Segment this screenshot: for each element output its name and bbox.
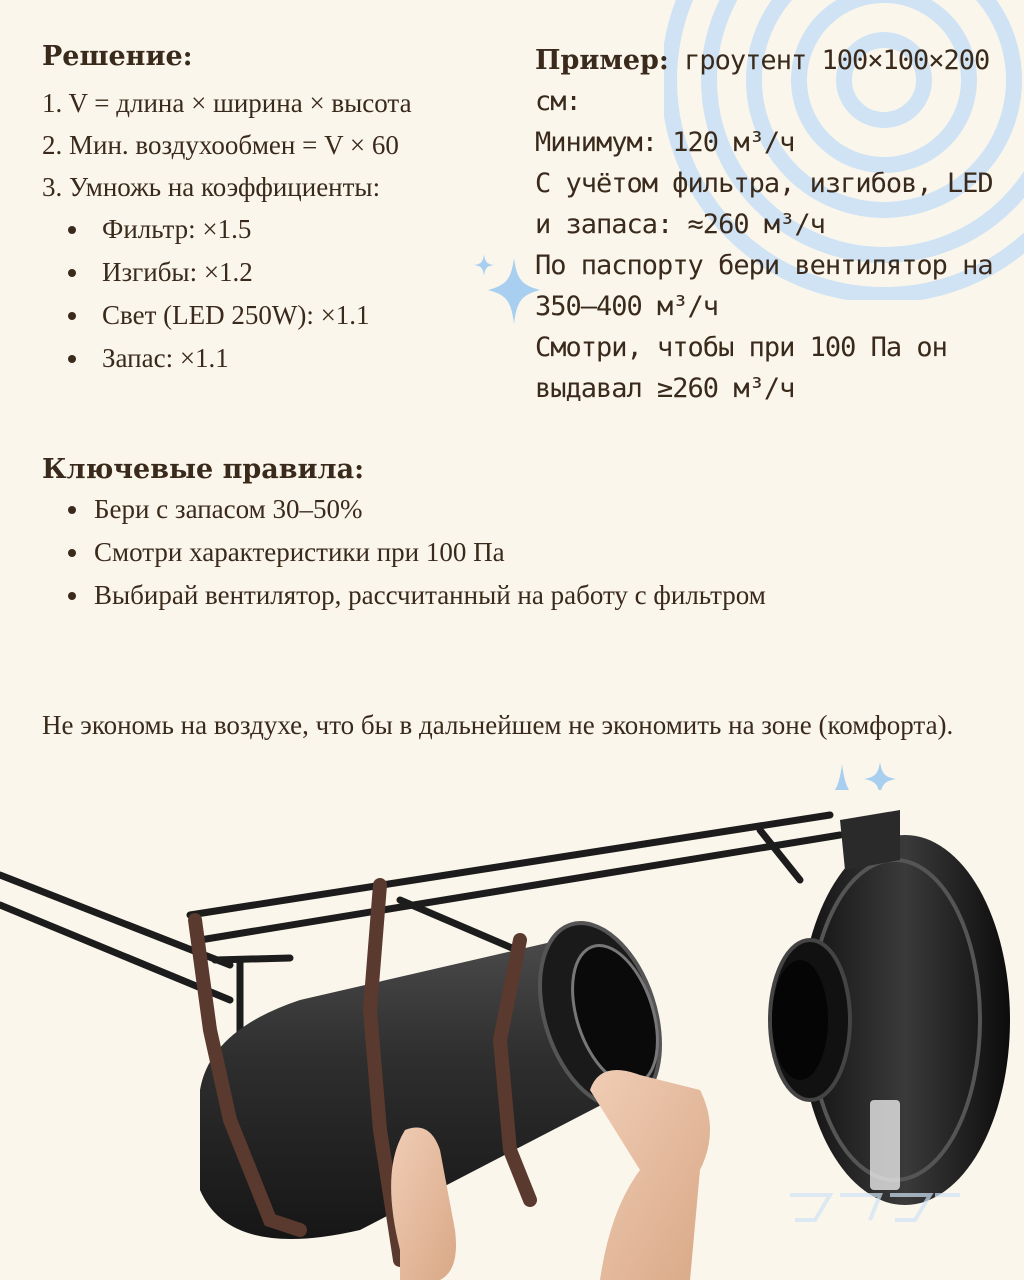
factor-item: Фильтр: ×1.5 bbox=[64, 208, 522, 251]
rules-heading: Ключевые правила: bbox=[42, 454, 365, 485]
solution-step: 2. Мин. воздухообмен = V × 60 bbox=[42, 130, 399, 160]
factor-item: Изгибы: ×1.2 bbox=[64, 251, 522, 294]
example-line: По паспорту бери вентилятор на 350–400 м³/ч bbox=[535, 250, 993, 322]
rules-list bbox=[42, 488, 982, 617]
factor-item: Запас: ×1.1 bbox=[64, 337, 522, 380]
example-intro-text: гроутент 100×100×200 см: bbox=[535, 45, 990, 117]
rules-section bbox=[42, 452, 982, 617]
carbon-filter-fan-photo bbox=[0, 790, 1024, 1280]
solution-step: 3. Умножь на коэффициенты: bbox=[42, 172, 381, 202]
example-line: С учётом фильтра, изгибов, LED и запаса: ≈260 м³/ч bbox=[535, 168, 993, 240]
example-line: Смотри, чтобы при 100 Па он выдавал ≥260 м³/ч bbox=[535, 332, 947, 404]
example-label: Пример: bbox=[535, 45, 669, 76]
rule-item: Бери с запасом 30–50% bbox=[64, 488, 982, 531]
solution-heading: Решение: bbox=[42, 41, 193, 72]
factor-item: Свет (LED 250W): ×1.1 bbox=[64, 294, 522, 337]
closing-text: Не экономь на воздухе, что бы в дальнейшем не экономить на зоне (комфорта). bbox=[42, 710, 954, 740]
factor-list bbox=[64, 208, 522, 380]
example-section bbox=[535, 40, 1005, 409]
example-line: Минимум: 120 м³/ч bbox=[535, 127, 795, 158]
rule-item: Выбирай вентилятор, рассчитанный на работу с фильтром bbox=[64, 574, 834, 617]
example-intro bbox=[535, 40, 1005, 122]
solution-step: 1. V = длина × ширина × высота bbox=[42, 88, 412, 118]
solution-section bbox=[42, 40, 522, 380]
rule-item: Смотри характеристики при 100 Па bbox=[64, 531, 982, 574]
